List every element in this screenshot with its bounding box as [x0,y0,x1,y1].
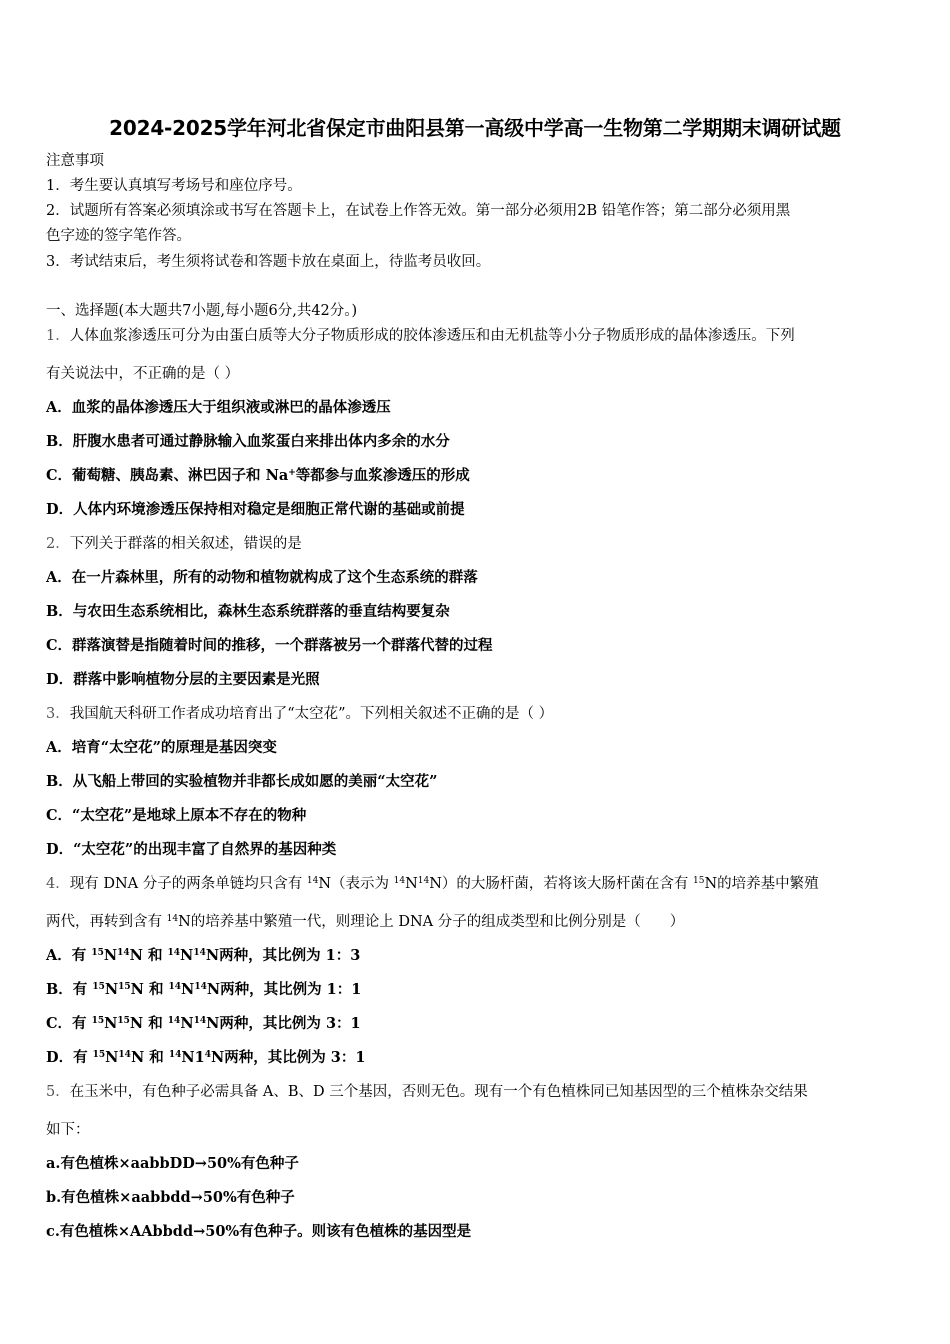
option-a: A．有 $^{15}N^{14}N$ 和 $^{14}N^{14}N$两种，其比例为 1：3 [46,947,361,964]
page-title: 2024-2025学年河北省保定市曲阳县第一高级中学高一生物第二学期期末调研试题 [109,116,841,140]
option-a: A．血浆的晶体渗透压大于组织液或淋巴的晶体渗透压 [46,399,391,416]
cross-c: c.有色植株×AAbbdd→50%有色种子。则该有色植株的基因型是 [46,1223,472,1240]
option-a: A．培育“太空花”的原理是基因突变 [46,739,277,756]
question-number: 4． [46,876,70,892]
option-c: C．有 $^{15}N^{15}N$ 和 $^{14}N^{14}N$两种，其比例为 3：1 [46,1015,361,1032]
option-c: C．葡萄糖、胰岛素、淋巴因子和 Na+等都参与血浆渗透压的形成 [46,467,470,484]
question-3-stem: 3．我国航天科研工作者成功培育出了“太空花”。下列相关叙述不正确的是（ ） [46,706,554,722]
question-4-stem-cont: 两代，再转到含有 $^{14}$N的培养基中繁殖一代，则理论上 DNA 分子的组成类型和比例分别是（ ） [46,914,685,930]
option-b: B．从飞船上带回的实验植物并非都长成如愿的美丽“太空花” [46,773,438,790]
question-1-stem: 1．人体血浆渗透压可分为由蛋白质等大分子物质形成的胶体渗透压和由无机盐等小分子物质形成的晶体渗透压。下列 [46,328,795,344]
notice-item-2: 2．试题所有答案必须填涂或书写在答题卡上，在试卷上作答无效。第一部分必须用2B 铅笔作答；第二部分必须用黑 [46,203,791,219]
option-b: B．肝腹水患者可通过静脉输入血浆蛋白来排出体内多余的水分 [46,433,450,450]
notice-item-1: 1．考生要认真填写考场号和座位序号。 [46,178,302,194]
question-number: 5． [46,1084,70,1100]
option-b: B．有 $^{15}N^{15}N$ 和 $^{14}N^{14}N$两种，其比例为 1：1 [46,981,362,998]
notice-item-2-cont: 色字迹的签字笔作答。 [46,228,191,244]
question-number: 3． [46,706,70,722]
question-5-stem-cont: 如下： [46,1122,90,1138]
option-b: B．与农田生态系统相比，森林生态系统群落的垂直结构要复杂 [46,603,450,620]
question-number: 2． [46,536,70,552]
option-a: A．在一片森林里，所有的动物和植物就构成了这个生态系统的群落 [46,569,478,586]
notice-heading: 注意事项 [46,153,104,169]
question-5-stem: 5．在玉米中，有色种子必需具备 A、B、D 三个基因，否则无色。现有一个有色植株同已知基因型的三个植株杂交结果 [46,1084,808,1100]
cross-a: a.有色植株×aabbDD→50%有色种子 [46,1155,299,1172]
option-d: D．有 $^{15}N^{14}N$ 和 $^{14}N1^4N$两种，其比例为 3：1 [46,1049,366,1066]
notice-item-3: 3．考试结束后，考生须将试卷和答题卡放在桌面上，待监考员收回。 [46,254,491,270]
option-d: D．群落中影响植物分层的主要因素是光照 [46,671,320,688]
option-c: C．群落演替是指随着时间的推移，一个群落被另一个群落代替的过程 [46,637,493,654]
option-d: D．“太空花”的出现丰富了自然界的基因种类 [46,841,337,858]
cross-b: b.有色植株×aabbdd→50%有色种子 [46,1189,295,1206]
question-1-stem-cont: 有关说法中，不正确的是（ ） [46,366,240,382]
section-heading: 一、选择题(本大题共7小题,每小题6分,共42分。) [46,303,358,319]
question-2-stem: 2．下列关于群落的相关叙述，错误的是 [46,536,302,552]
question-number: 1． [46,328,70,344]
question-4-stem: 4．现有 DNA 分子的两条单链均只含有 $^{14}$N（表示为 $^{14}N^{14}N$）的大肠杆菌，若将该大肠杆菌在含有 $^{15}$N的培养基中繁殖 [46,876,819,892]
option-d: D．人体内环境渗透压保持相对稳定是细胞正常代谢的基础或前提 [46,501,465,518]
option-c: C．“太空花”是地球上原本不存在的物种 [46,807,307,824]
